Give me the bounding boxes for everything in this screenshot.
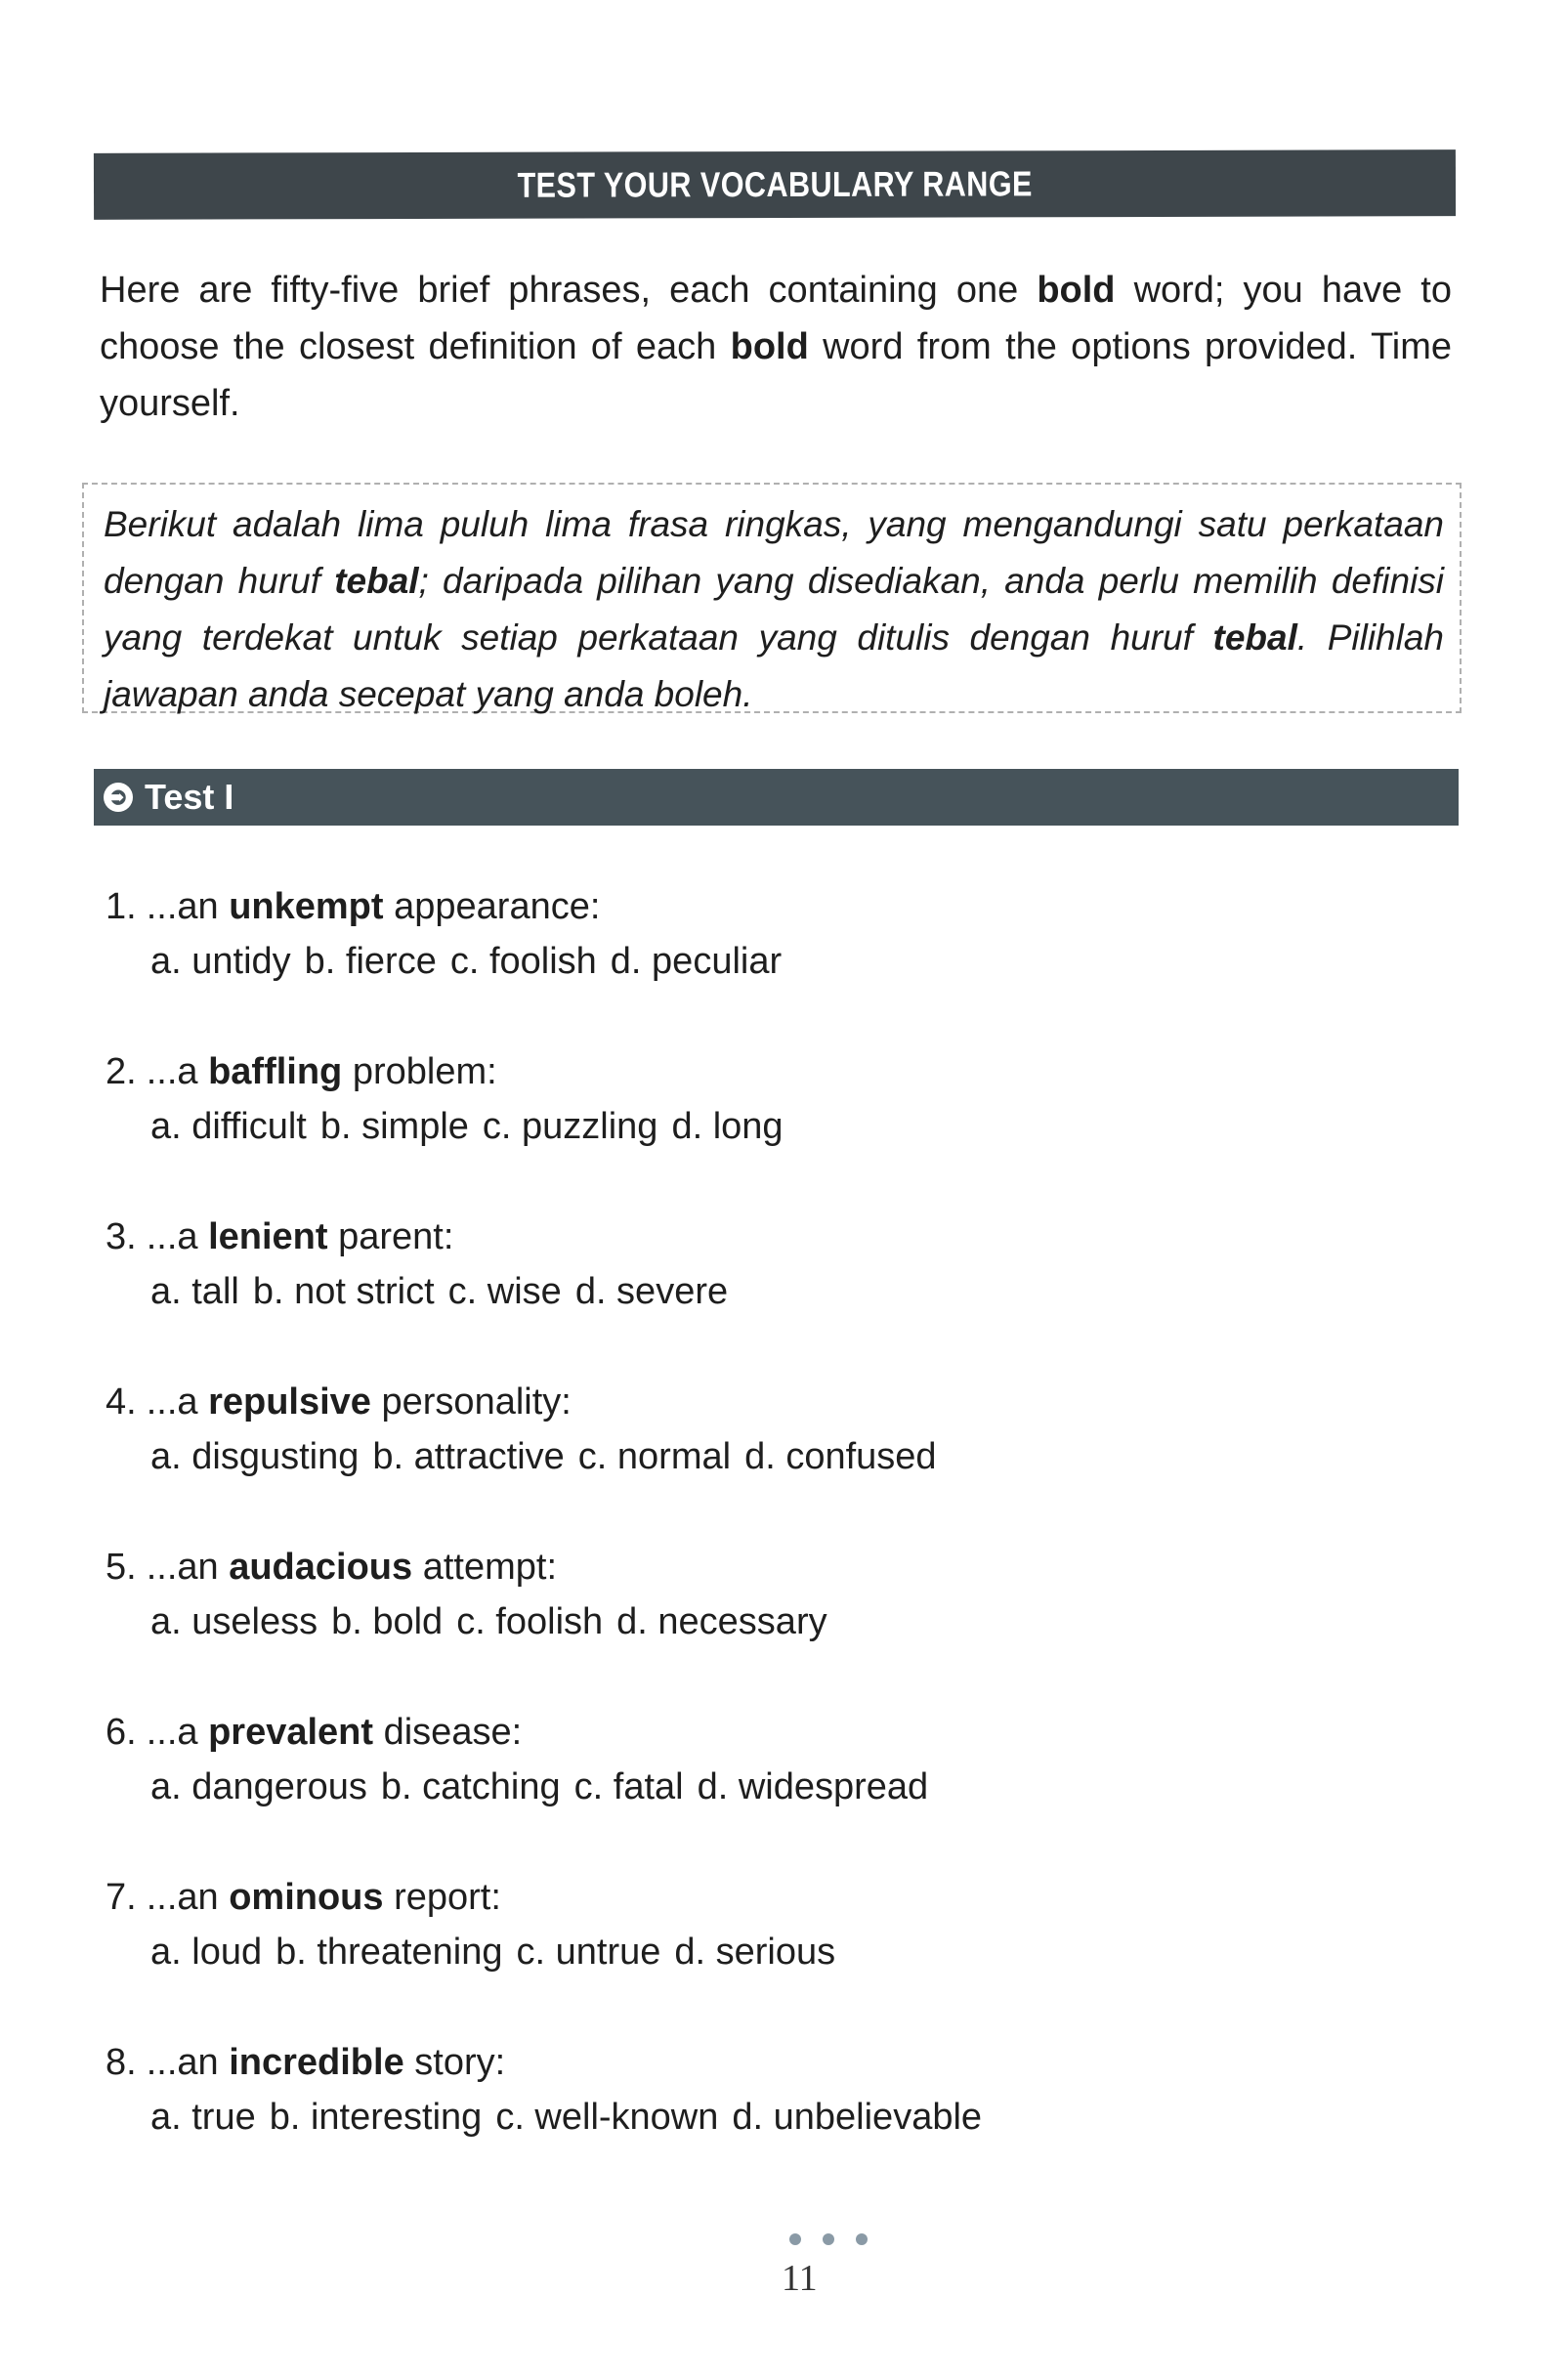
- vocabulary-word: ominous: [229, 1877, 384, 1918]
- question-prefix: ...a: [146, 1216, 209, 1257]
- answer-option[interactable]: c. foolish: [449, 941, 597, 982]
- question-stem: [106, 2035, 1376, 2090]
- answer-options: [106, 1264, 1376, 1319]
- question-number: 1.: [106, 886, 137, 927]
- question-suffix: problem:: [342, 1051, 497, 1092]
- intro-paragraph: [100, 262, 1452, 432]
- answer-option[interactable]: b. not strict: [252, 1271, 435, 1312]
- question-stem: [106, 1705, 1376, 1760]
- vocabulary-word: audacious: [229, 1547, 413, 1588]
- intro-text: word from the options provided. Time yourself.: [100, 326, 1452, 424]
- intro-text: Here are fifty-five brief phrases, each containing one: [100, 270, 1038, 311]
- question-item: [106, 1870, 1376, 2035]
- answer-option[interactable]: d. long: [671, 1106, 784, 1147]
- question-stem: [106, 1870, 1376, 1925]
- answer-option[interactable]: b. catching: [380, 1766, 561, 1807]
- question-number: 7.: [106, 1877, 137, 1918]
- answer-option[interactable]: b. interesting: [269, 2097, 483, 2138]
- question-stem: [106, 1540, 1376, 1594]
- malay-bold-word: tebal: [1212, 617, 1297, 658]
- answer-options: [106, 1760, 1376, 1814]
- vocabulary-word: incredible: [229, 2042, 404, 2083]
- question-item: [106, 1375, 1376, 1540]
- page-number: 11: [782, 2258, 818, 2299]
- answer-option[interactable]: a. true: [150, 2097, 256, 2138]
- question-prefix: ...an: [146, 1877, 230, 1918]
- vocabulary-word: prevalent: [208, 1712, 374, 1753]
- question-suffix: attempt:: [412, 1547, 557, 1588]
- question-item: [106, 2035, 1376, 2200]
- answer-option[interactable]: a. disgusting: [150, 1436, 360, 1477]
- answer-option[interactable]: a. loud: [150, 1932, 263, 1973]
- dot-icon: [789, 2233, 801, 2245]
- question-item: [106, 1540, 1376, 1705]
- answer-option[interactable]: c. fatal: [573, 1766, 684, 1807]
- question-prefix: ...a: [146, 1051, 209, 1092]
- answer-options: [106, 1429, 1376, 1484]
- question-item: [106, 1705, 1376, 1870]
- answer-option[interactable]: c. normal: [577, 1436, 732, 1477]
- dot-icon: [823, 2233, 834, 2245]
- question-prefix: ...a: [146, 1712, 209, 1753]
- question-prefix: ...an: [146, 2042, 230, 2083]
- question-suffix: story:: [403, 2042, 506, 2083]
- question-number: 8.: [106, 2042, 137, 2083]
- question-number: 5.: [106, 1547, 137, 1588]
- answer-option[interactable]: c. well-known: [495, 2097, 719, 2138]
- answer-option[interactable]: d. unbelievable: [732, 2097, 983, 2138]
- question-prefix: ...a: [146, 1381, 209, 1423]
- answer-option[interactable]: b. simple: [319, 1106, 469, 1147]
- page-title: TEST YOUR VOCABULARY RANGE: [517, 163, 1033, 205]
- question-prefix: ...an: [146, 1547, 230, 1588]
- answer-option[interactable]: d. serious: [674, 1932, 836, 1973]
- answer-option[interactable]: c. wise: [447, 1271, 562, 1312]
- question-prefix: ...an: [146, 886, 230, 927]
- answer-options: [106, 1099, 1376, 1154]
- arrow-right-circle-icon: ➲: [104, 783, 133, 812]
- intro-bold-word: bold: [730, 326, 809, 367]
- question-number: 2.: [106, 1051, 137, 1092]
- answer-option[interactable]: a. tall: [150, 1271, 239, 1312]
- question-number: 6.: [106, 1712, 137, 1753]
- question-item: [106, 1210, 1376, 1375]
- vocabulary-word: baffling: [208, 1051, 343, 1092]
- answer-options: [106, 1594, 1376, 1649]
- malay-translation-box: [82, 483, 1462, 713]
- malay-paragraph: [104, 496, 1444, 723]
- answer-option[interactable]: d. widespread: [697, 1766, 929, 1807]
- answer-option[interactable]: c. foolish: [456, 1601, 604, 1642]
- answer-option[interactable]: c. untrue: [516, 1932, 661, 1973]
- malay-text: Berikut adalah lima puluh lima frasa ringkas, yang mengandungi satu perkataan dengan huruf: [104, 504, 1444, 601]
- question-suffix: personality:: [370, 1381, 572, 1423]
- answer-option[interactable]: b. threatening: [275, 1932, 503, 1973]
- question-number: 4.: [106, 1381, 137, 1423]
- dot-icon: [856, 2233, 868, 2245]
- malay-text: . Pilihlah jawapan anda secepat yang anda boleh.: [104, 617, 1445, 714]
- answer-option[interactable]: a. difficult: [150, 1106, 307, 1147]
- question-suffix: disease:: [373, 1712, 523, 1753]
- answer-options: [106, 934, 1376, 989]
- answer-option[interactable]: a. dangerous: [150, 1766, 367, 1807]
- question-item: [106, 879, 1376, 1044]
- question-stem: [106, 1210, 1376, 1264]
- answer-option[interactable]: b. fierce: [304, 941, 437, 982]
- question-suffix: report:: [383, 1877, 501, 1918]
- answer-option[interactable]: d. severe: [574, 1271, 729, 1312]
- malay-text: ; daripada pilihan yang disediakan, anda perlu memilih definisi yang terdekat untuk setiap perkataan yang ditulis dengan huruf: [104, 561, 1444, 658]
- answer-option[interactable]: d. necessary: [616, 1601, 827, 1642]
- answer-option[interactable]: a. untidy: [150, 941, 291, 982]
- answer-option[interactable]: d. peculiar: [610, 941, 783, 982]
- question-stem: [106, 1044, 1376, 1099]
- vocabulary-word: repulsive: [208, 1381, 371, 1423]
- answer-options: [106, 2090, 1376, 2145]
- title-banner: [94, 149, 1456, 220]
- section-title: Test I: [145, 777, 234, 817]
- question-item: [106, 1044, 1376, 1210]
- answer-option[interactable]: c. puzzling: [482, 1106, 658, 1147]
- question-stem: [106, 1375, 1376, 1429]
- question-list: [106, 879, 1376, 2200]
- malay-bold-word: tebal: [334, 561, 419, 601]
- question-stem: [106, 879, 1376, 934]
- answer-option[interactable]: b. bold: [331, 1601, 444, 1642]
- vocabulary-word: unkempt: [229, 886, 384, 927]
- question-suffix: appearance:: [383, 886, 601, 927]
- section-header: [94, 769, 1459, 826]
- question-number: 3.: [106, 1216, 137, 1257]
- intro-text: word; you have to choose the closest definition of each: [100, 270, 1452, 367]
- intro-bold-word: bold: [1037, 270, 1116, 311]
- vocabulary-word: lenient: [208, 1216, 328, 1257]
- answer-option[interactable]: d. confused: [744, 1436, 937, 1477]
- answer-option[interactable]: b. attractive: [372, 1436, 565, 1477]
- question-suffix: parent:: [327, 1216, 454, 1257]
- footer-ornament: [789, 2233, 868, 2245]
- answer-options: [106, 1925, 1376, 1979]
- answer-option[interactable]: a. useless: [150, 1601, 318, 1642]
